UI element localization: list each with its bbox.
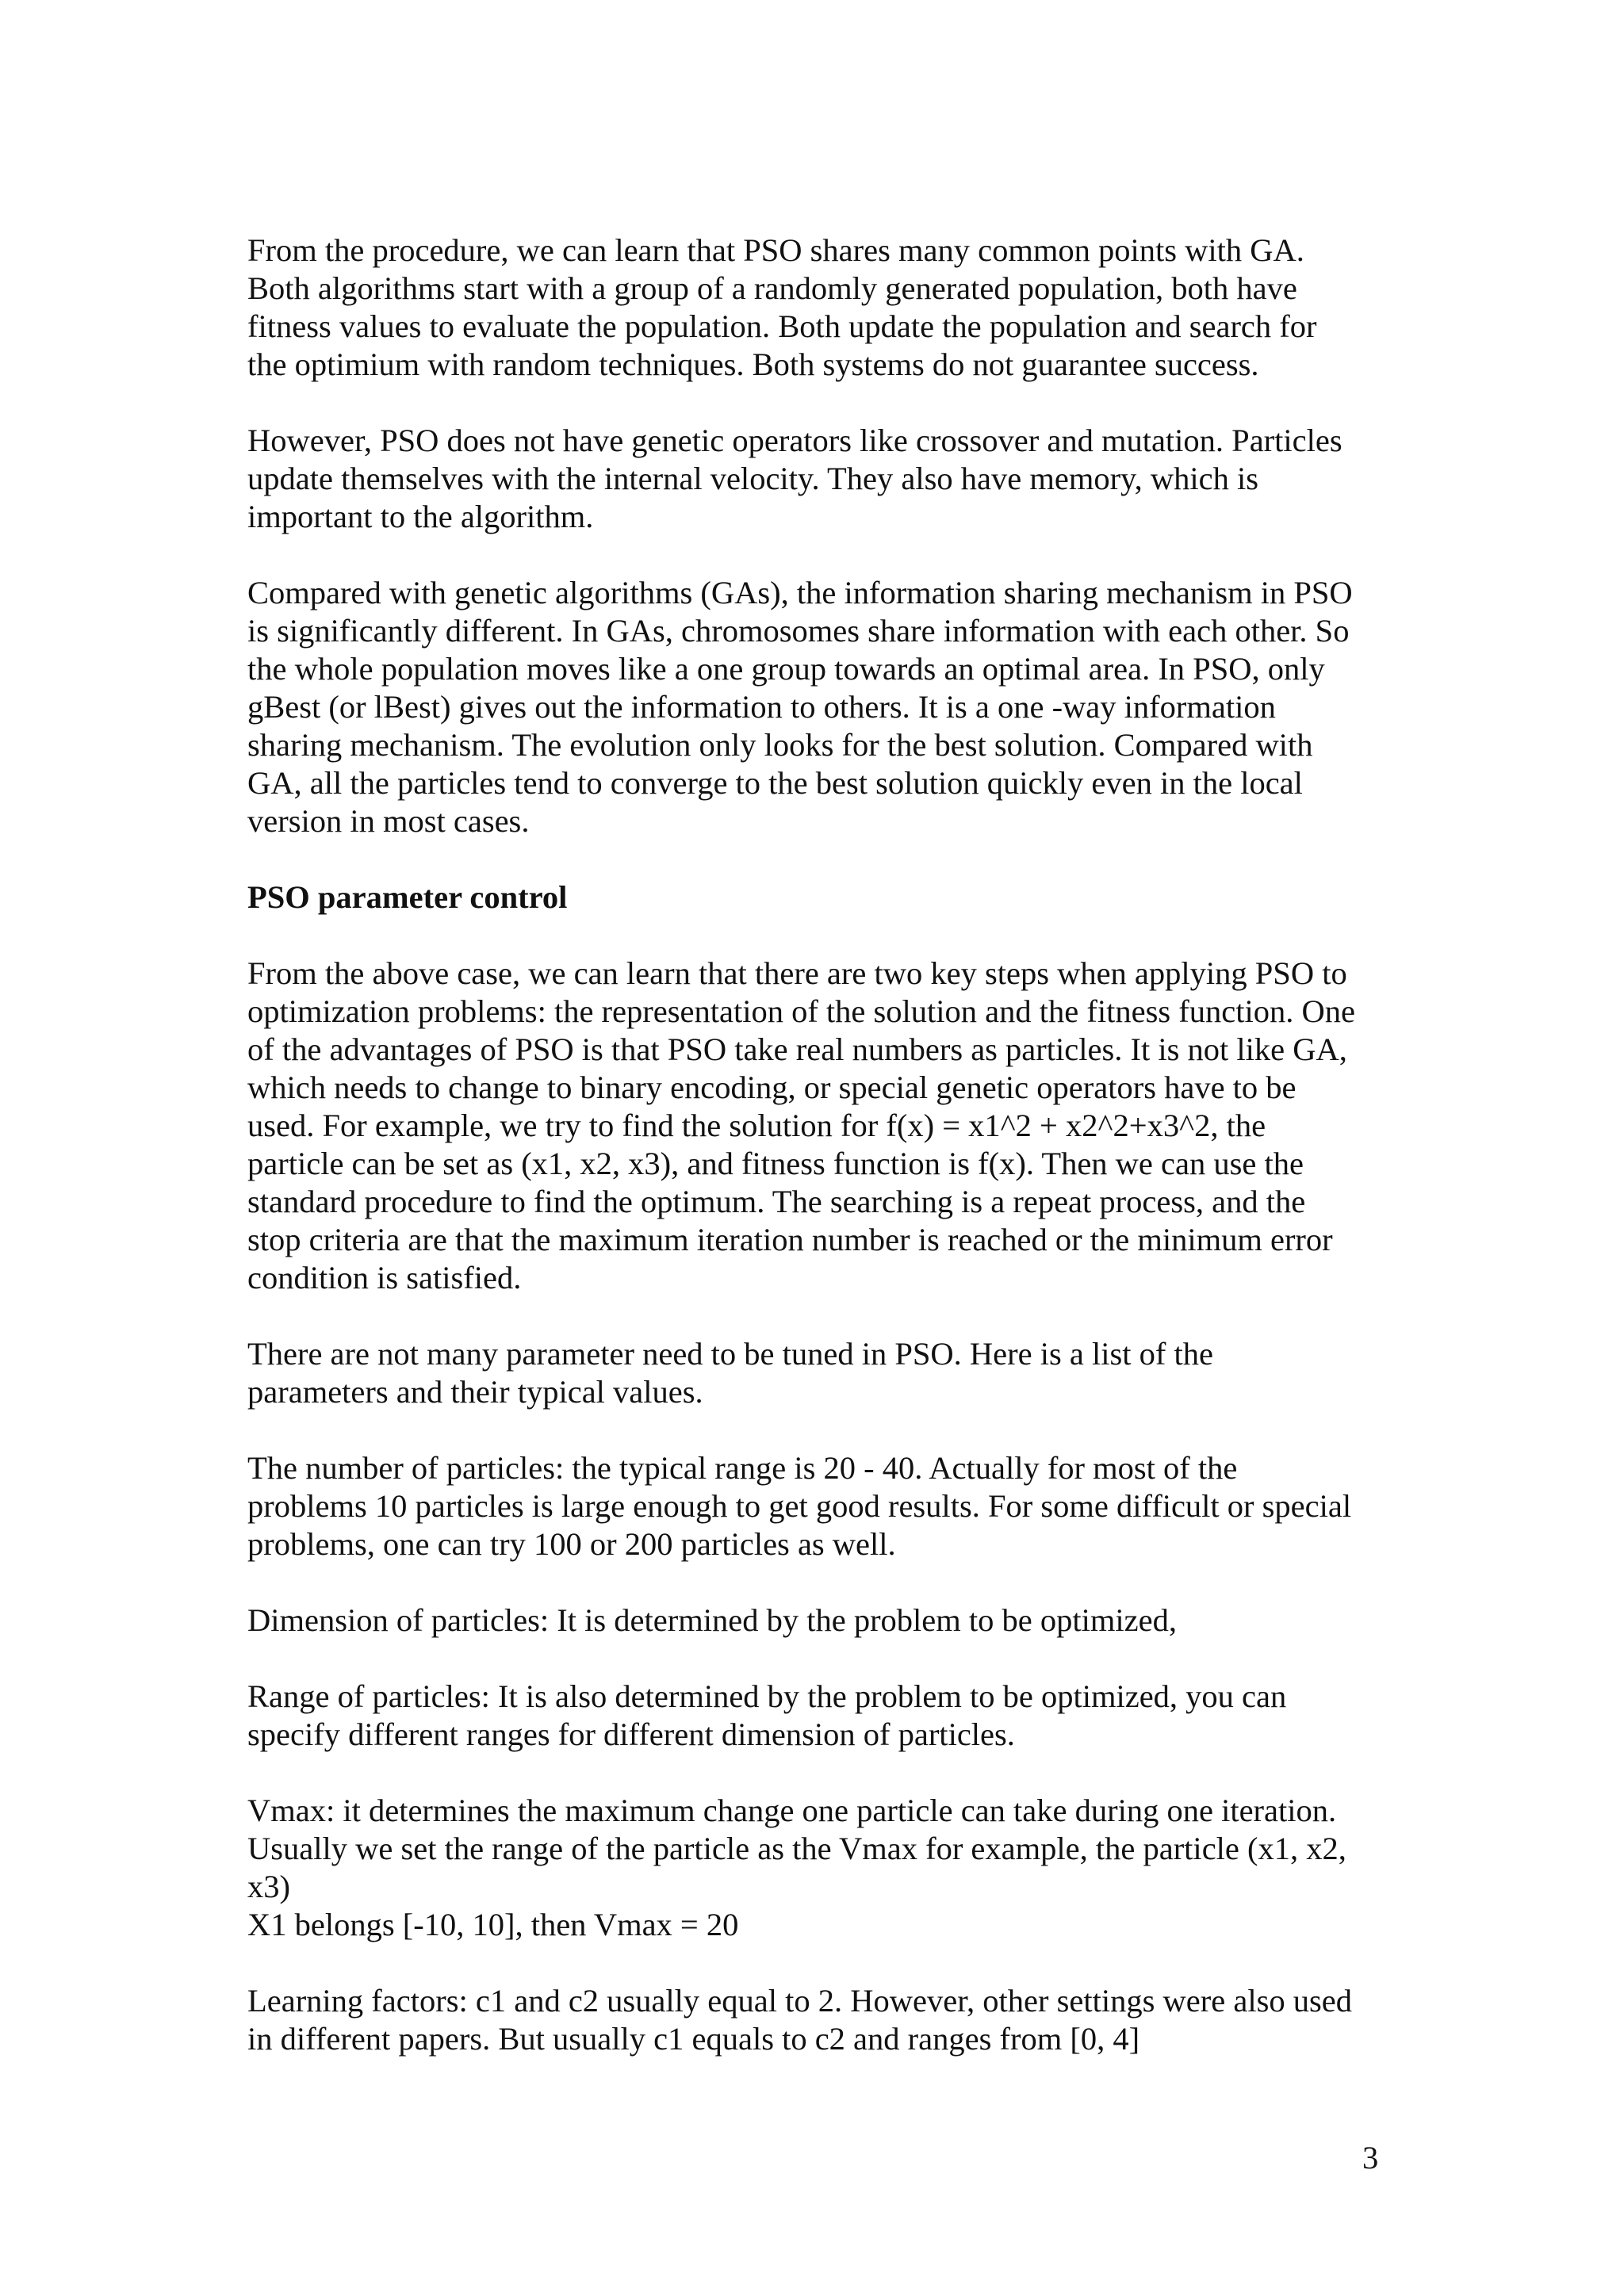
text-line: X1 belongs [-10, 10], then Vmax = 20 xyxy=(247,1907,739,1942)
text-line: update themselves with the internal velocity. They also have memory, which is xyxy=(247,461,1259,496)
text-line: Compared with genetic algorithms (GAs), the information sharing mechanism in PSO xyxy=(247,575,1353,610)
text-line: There are not many parameter need to be tuned in PSO. Here is a list of the xyxy=(247,1336,1213,1372)
paragraph-range-of-particles xyxy=(247,1678,1399,1754)
paragraph-dimension-of-particles xyxy=(247,1601,1399,1640)
text-line: x3) xyxy=(247,1869,290,1904)
document-body xyxy=(247,232,1399,2096)
text-line: Learning factors: c1 and c2 usually equal to 2. However, other settings were also used xyxy=(247,1983,1352,2019)
paragraph-learning-factors xyxy=(247,1982,1399,2058)
text-line: the whole population moves like a one group towards an optimal area. In PSO, only xyxy=(247,651,1325,687)
text-line: GA, all the particles tend to converge to the best solution quickly even in the local xyxy=(247,765,1303,801)
text-line: version in most cases. xyxy=(247,803,530,839)
text-line: The number of particles: the typical range is 20 - 40. Actually for most of the xyxy=(247,1450,1238,1486)
paragraph-vmax xyxy=(247,1792,1399,1944)
text-line: Range of particles: It is also determined by the problem to be optimized, you can xyxy=(247,1678,1287,1714)
text-line: From the above case, we can learn that there are two key steps when applying PSO to xyxy=(247,955,1347,991)
text-line: of the advantages of PSO is that PSO take real numbers as particles. It is not like GA, xyxy=(247,1031,1347,1067)
text-line: From the procedure, we can learn that PSO shares many common points with GA. xyxy=(247,232,1304,268)
text-line: condition is satisfied. xyxy=(247,1260,522,1295)
text-line: problems 10 particles is large enough to get good results. For some difficult or special xyxy=(247,1488,1352,1524)
paragraph-pso-no-genetic-operators xyxy=(247,422,1399,536)
text-line: specify different ranges for different dimension of particles. xyxy=(247,1716,1015,1752)
text-line: optimization problems: the representation of the solution and the fitness function. One xyxy=(247,993,1355,1029)
text-line: standard procedure to find the optimum. The searching is a repeat process, and the xyxy=(247,1184,1306,1219)
text-line: important to the algorithm. xyxy=(247,499,594,534)
text-line: Vmax: it determines the maximum change one particle can take during one iteration. xyxy=(247,1793,1337,1828)
text-line: gBest (or lBest) gives out the information to others. It is a one -way information xyxy=(247,689,1276,725)
text-line: However, PSO does not have genetic operators like crossover and mutation. Particles xyxy=(247,423,1342,458)
text-line: sharing mechanism. The evolution only looks for the best solution. Compared with xyxy=(247,727,1313,763)
text-line: stop criteria are that the maximum iteration number is reached or the minimum error xyxy=(247,1222,1333,1257)
text-line: in different papers. But usually c1 equals to c2 and ranges from [0, 4] xyxy=(247,2021,1140,2057)
text-line: which needs to change to binary encoding, or special genetic operators have to be xyxy=(247,1070,1297,1105)
text-line: parameters and their typical values. xyxy=(247,1374,703,1410)
text-line: is significantly different. In GAs, chromosomes share information with each other. So xyxy=(247,613,1350,649)
text-line: fitness values to evaluate the population. Both update the population and search for xyxy=(247,308,1317,344)
section-heading: PSO parameter control xyxy=(247,879,568,915)
paragraph-parameters-intro xyxy=(247,1335,1399,1411)
paragraph-key-steps xyxy=(247,955,1399,1297)
text-line: used. For example, we try to find the solution for f(x) = x1^2 + x2^2+x3^2, the xyxy=(247,1108,1266,1143)
paragraph-information-sharing xyxy=(247,574,1399,840)
text-line: the optimium with random techniques. Both systems do not guarantee success. xyxy=(247,346,1259,382)
page-number: 3 xyxy=(1362,2140,1379,2175)
paragraph-number-of-particles xyxy=(247,1449,1399,1563)
text-line: problems, one can try 100 or 200 particles as well. xyxy=(247,1526,896,1562)
text-line: particle can be set as (x1, x2, x3), and fitness function is f(x). Then we can use the xyxy=(247,1146,1304,1181)
text-line: Both algorithms start with a group of a randomly generated population, both have xyxy=(247,270,1297,306)
text-line: Usually we set the range of the particle as the Vmax for example, the particle (x1, x2, xyxy=(247,1831,1346,1866)
text-line: Dimension of particles: It is determined by the problem to be optimized, xyxy=(247,1602,1177,1638)
paragraph-pso-vs-ga-common xyxy=(247,232,1399,384)
